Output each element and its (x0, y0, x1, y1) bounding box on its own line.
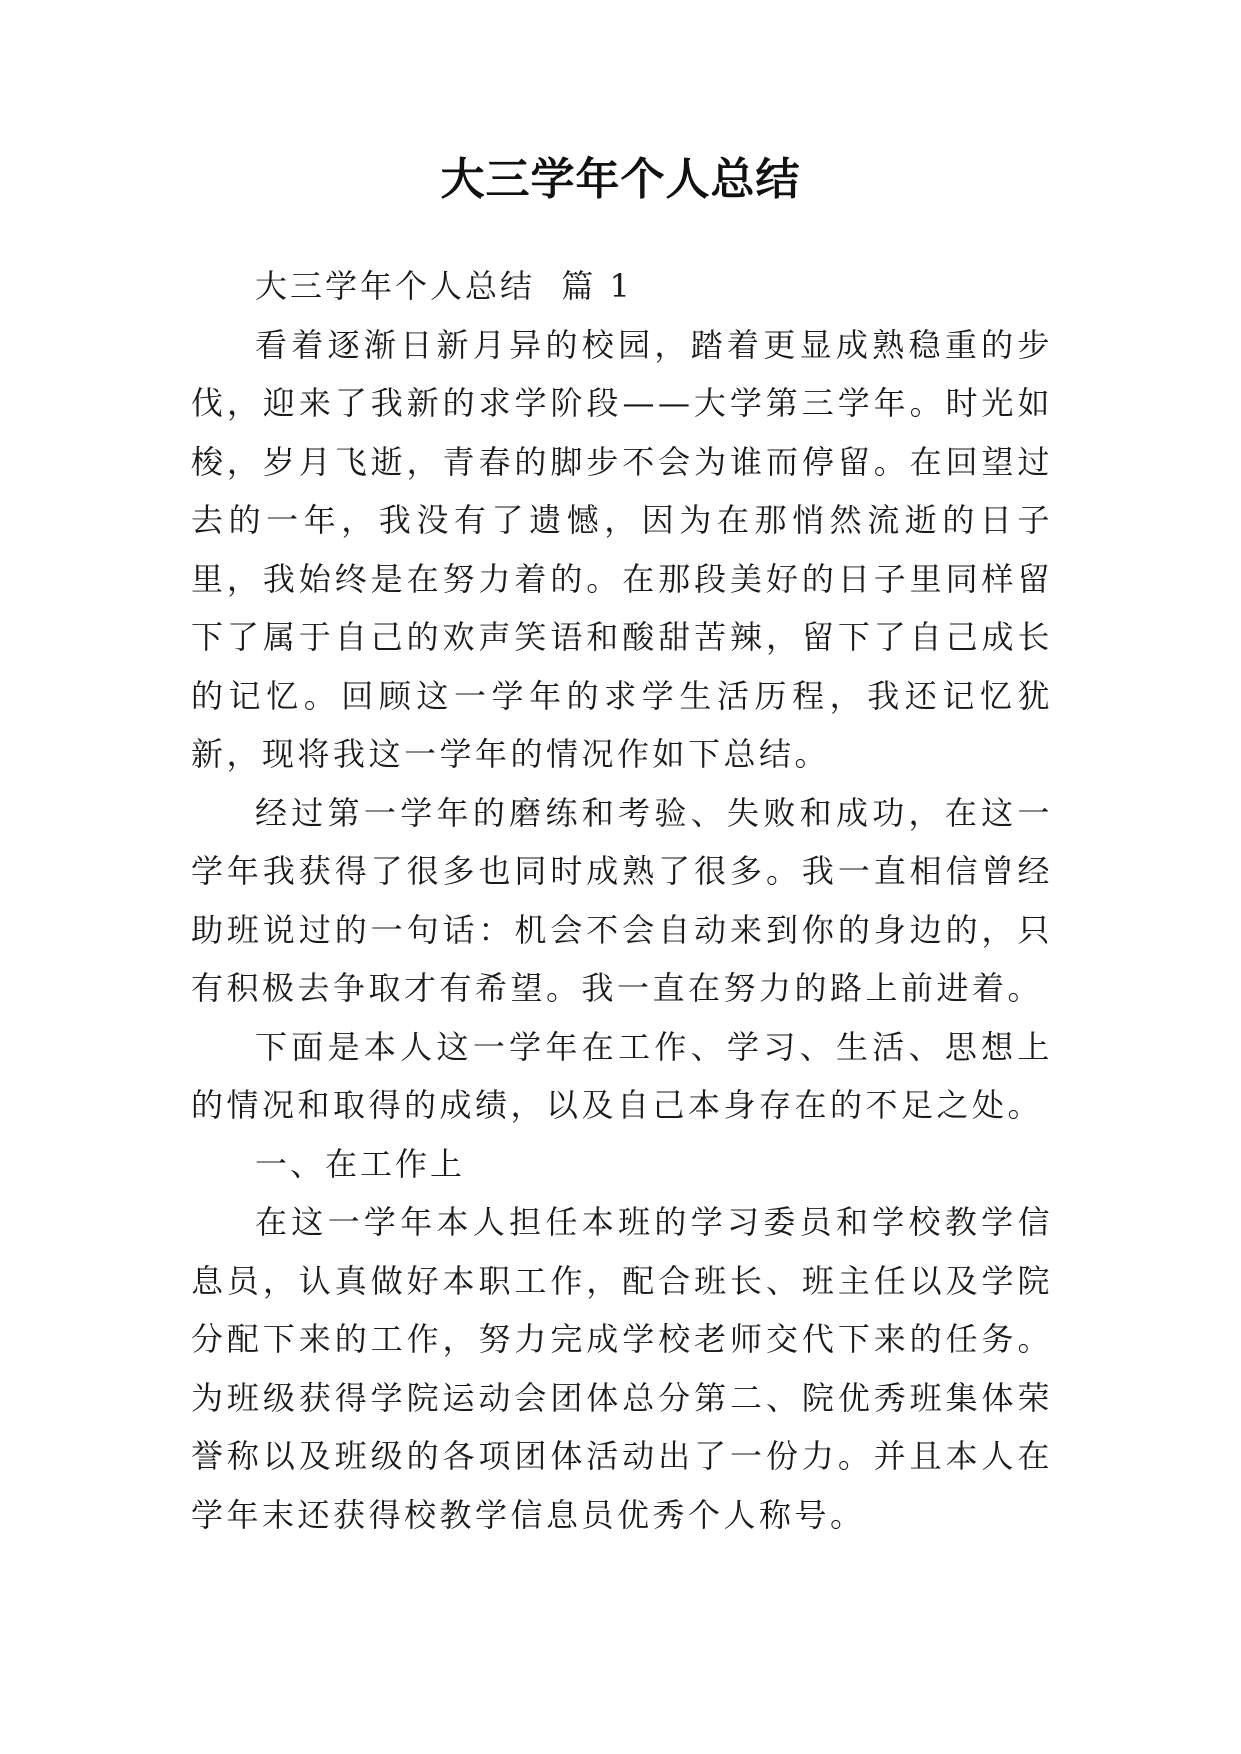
paragraph-intro: 看着逐渐日新月异的校园，踏着更显成熟稳重的步伐，迎来了我新的求学阶段——大学第三学年。时光如梭，岁月飞逝，青春的脚步不会为谁而停留。在回望过去的一年，我没有了遗憾，因为在那悄然流逝的日子里，我始终是在努力着的。在那段美好的日子里同样留下了属于自己的欢声笑语和酸甜苦辣，留下了自己成长的记忆。回顾这一学年的求学生活历程，我还记忆犹新，现将我这一学年的情况作如下总结。 (191, 325, 1053, 773)
document-body (191, 257, 1053, 1544)
section-heading: 大三学年个人总结 篇 1 (255, 267, 633, 305)
document-title: 大三学年个人总结 (440, 154, 801, 205)
paragraph-work: 在这一学年本人担任本班的学习委员和学校教学信息员，认真做好本职工作，配合班长、班主任以及学院分配下来的工作，努力完成学校老师交代下来的任务。为班级获得学院运动会团体总分第二、院优秀班集体荣誉称以及班级的各项团体活动出了一份力。并且本人在学年末还获得校教学信息员优秀个人称号。 (191, 1203, 1053, 1534)
paragraph-experience: 经过第一学年的磨练和考验、失败和成功，在这一学年我获得了很多也同时成熟了很多。我一直相信曾经助班说过的一句话：机会不会自动来到你的身边的，只有积极去争取才有希望。我一直在努力的路上前进着。 (191, 793, 1053, 1007)
subsection-heading-work: 一、在工作上 (255, 1144, 466, 1183)
paragraph-overview: 下面是本人这一学年在工作、学习、生活、思想上的情况和取得的成绩，以及自己本身存在的不足之处。 (191, 1027, 1053, 1124)
